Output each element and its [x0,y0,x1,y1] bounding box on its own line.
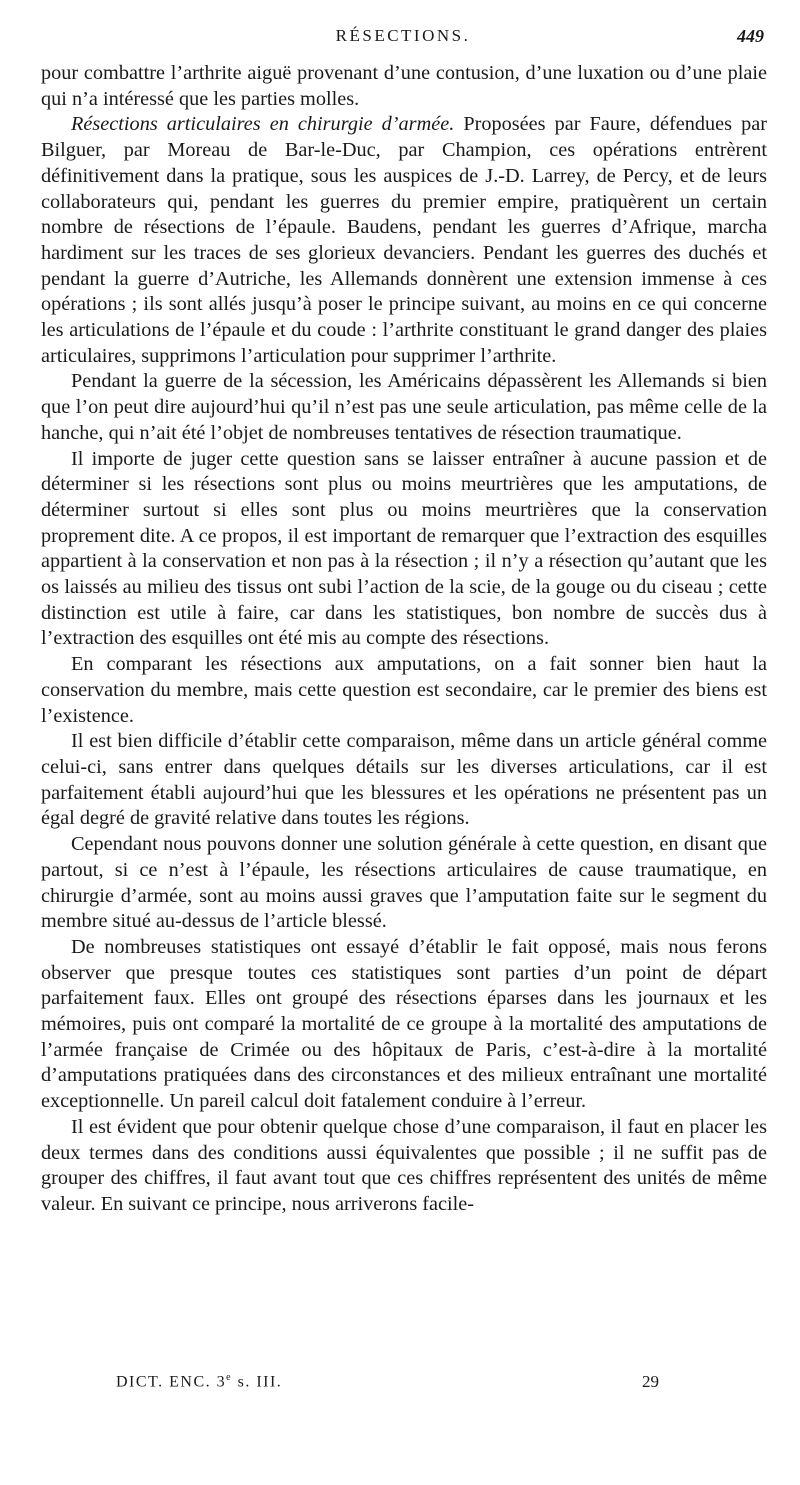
paragraph [41,447,767,653]
paragraph [41,61,767,112]
paragraph-text: Il est évident que pour obtenir quelque chose d’une comparaison, il faut en placer les deux termes dans des conditions aussi équivalentes que possible ; il ne suffit pas de grouper des chiffres, il faut avant tout que ces chiffres représentent des unités de même valeur. En suivant ce principe, nous arriverons facile- [41,1115,767,1215]
paragraph [41,369,767,446]
paragraph-text: Proposées par Faure, défendues par Bilguer, par Moreau de Bar-le-Duc, par Champion, ces opérations entrèrent définitivement dans la pratique, sous les auspices de J.-D. Larrey, de Percy, et de leurs collaborateurs qui, pendant les guerres du premier empire, pratiquèrent un certain nombre de résections de l’épaule. Baudens, pendant les guerres d’Afrique, marcha hardiment sur les traces de ses glorieux devanciers. Pendant les guerres des duchés et pendant la guerre d’Autriche, les Allemands donnèrent une extension immense à ces opérations ; ils sont allés jusqu’à poser le principe suivant, au moins en ce qui concerne les articulations de l’épaule et du coude : l’arthrite constituant le grand danger des plaies articulaires, supprimons l’articulation pour supprimer l’arthrite. [41,113,767,367]
paragraph [41,935,767,1115]
paragraph-text: Il est bien difficile d’établir cette comparaison, même dans un article général comme celui-ci, sans entrer dans quelques détails sur les diverses articulations, car il est parfaitement établi aujourd’hui que les blessures et les opérations ne présentent pas un égal degré de gravité relative dans toutes les régions. [41,730,767,830]
page-number: 449 [737,26,764,46]
signature-superscript: e [226,1372,233,1383]
article-body [41,61,767,1218]
page-header [40,26,766,56]
paragraph [41,112,767,369]
signature-main: DICT. ENC. 3 [116,1373,227,1391]
paragraph-text: En comparant les résections aux amputations, on a fait sonner bien haut la conservation du membre, mais cette question est secondaire, car le premier des biens est l’existence. [41,653,767,727]
paragraph [41,729,767,832]
paragraph-text: Cependant nous pouvons donner une solution générale à cette question, en disant que partout, si ce n’est à l’épaule, les résections articulaires de cause traumatique, en chirurgie d’armée, sont au moins aussi graves que l’amputation faite sur le segment du membre situé au-dessus de l’article blessé. [41,833,767,933]
paragraph-text: Pendant la guerre de la sécession, les Américains dépassèrent les Allemands si bien que l’on peut dire aujourd’hui qu’il n’est pas une seule articulation, pas même celle de la hanche, qui n’ait été l’objet de nombreuses tentatives de résection traumatique. [41,370,767,444]
paragraph [41,832,767,935]
sheet-number: 29 [642,1372,659,1391]
page-footer [116,1372,676,1398]
paragraph [41,1115,767,1218]
paragraph [41,652,767,729]
paragraph-text: De nombreuses statistiques ont essayé d’établir le fait opposé, mais nous ferons observer que presque toutes ces statistiques sont parties d’un point de départ parfaitement faux. Elles ont groupé des résections éparses dans les journaux et les mémoires, puis ont comparé la mortalité de ce groupe à la mortalité des amputations de l’armée française de Crimée ou des hôpitaux de Paris, c’est-à-dire à la mortalité d’amputations pratiquées dans des circonstances et des milieux entraînant une mortalité exceptionnelle. Un pareil calcul doit fatalement conduire à l’erreur. [41,935,767,1113]
signature-mark [116,1372,282,1391]
section-heading: Résections articulaires en chirurgie d’armée. [71,113,455,136]
paragraph-text: Il importe de juger cette question sans se laisser entraîner à aucune passion et de déterminer si les résections sont plus ou moins meurtrières que les amputations, de déterminer surtout si elles sont plus ou moins meurtrières que la conservation proprement dite. A ce propos, il est important de remarquer que l’extraction des esquilles appartient à la conservation et non pas à la résection ; il n’y a résection qu’autant que les os laissés au milieu des tissus ont subi l’action de la scie, de la gouge ou du ciseau ; cette distinction est utile à faire, car dans les statistiques, bon nombre de succès dus à l’extraction des esquilles ont été mis au compte des résections. [41,447,767,650]
signature-end: s. III. [232,1373,283,1391]
running-title: RÉSECTIONS. [335,26,471,45]
paragraph-text: pour combattre l’arthrite aiguë provenant d’une contusion, d’une luxation ou d’une plaie qui n’a intéressé que les parties molles. [41,62,767,110]
